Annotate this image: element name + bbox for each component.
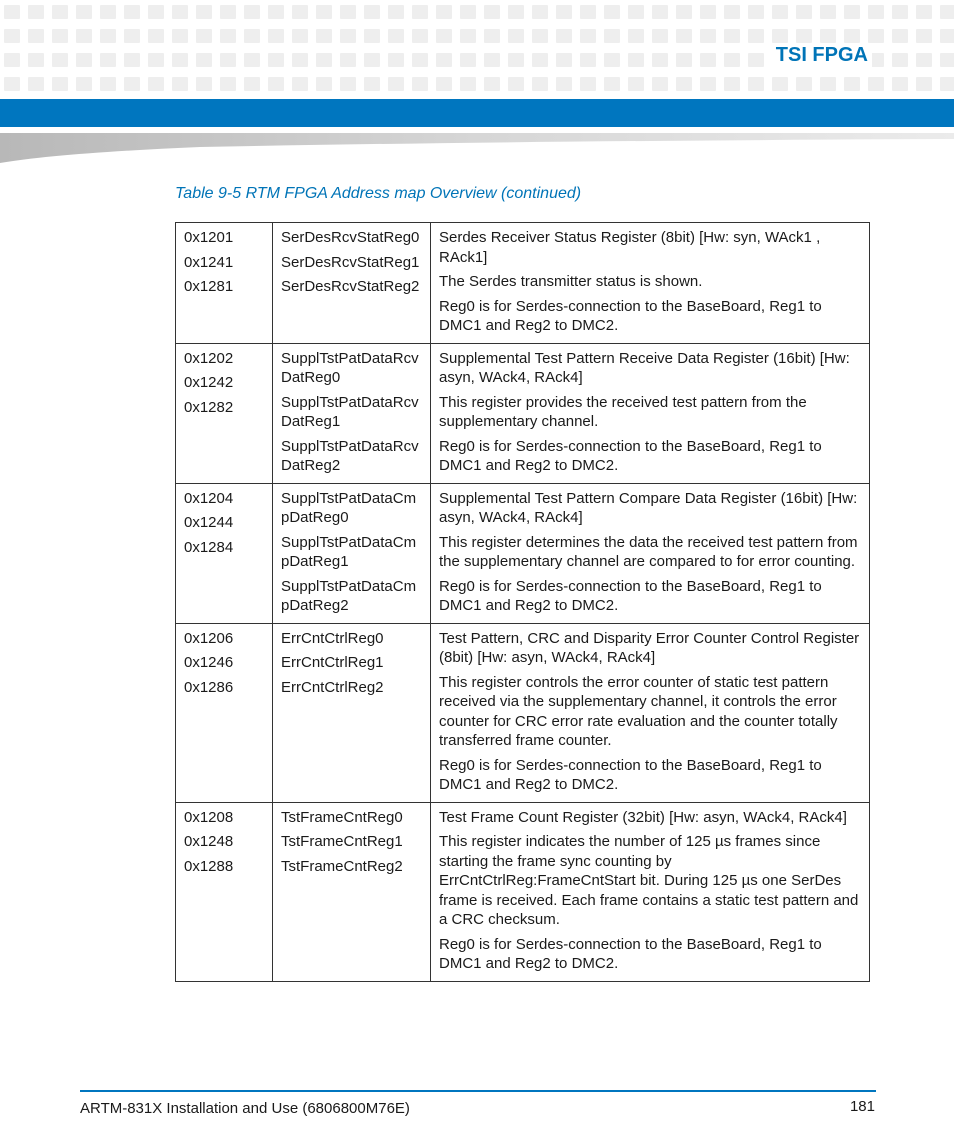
pattern-square — [604, 29, 620, 43]
pattern-square — [676, 77, 692, 91]
pattern-square — [364, 29, 380, 43]
table-row — [176, 623, 870, 802]
pattern-square — [940, 77, 954, 91]
description-paragraph: Supplemental Test Pattern Compare Data Register (16bit) [Hw: asyn, WAck4, RAck4] — [439, 489, 858, 526]
pattern-square — [436, 5, 452, 19]
pattern-square — [148, 5, 164, 19]
pattern-square — [748, 5, 764, 19]
pattern-square — [940, 53, 954, 67]
pattern-square — [820, 29, 836, 43]
description-paragraph: This register indicates the number of 125 µs frames since starting the frame sync counting by ErrCntCtrlReg:FrameCntStart bit. During 125 µs one SerDes frame is received. Each frame contains a static test pattern and a CRC checksum. — [439, 833, 859, 928]
pattern-square — [316, 5, 332, 19]
pattern-square — [796, 29, 812, 43]
register-name: ErrCntCtrlReg1 — [281, 654, 384, 671]
description-paragraph: This register determines the data the received test pattern from the supplementary channel are compared to for error counting. — [439, 533, 858, 570]
pattern-square — [316, 53, 332, 67]
pattern-square — [508, 77, 524, 91]
pattern-square — [484, 77, 500, 91]
pattern-square — [268, 77, 284, 91]
pattern-square — [340, 29, 356, 43]
pattern-square — [148, 77, 164, 91]
pattern-square — [220, 29, 236, 43]
register-name: TstFrameCntReg0 — [281, 808, 403, 826]
address-cell — [176, 802, 273, 981]
address-value: 0x1246 — [184, 654, 234, 671]
register-name: ErrCntCtrlReg0 — [281, 629, 384, 647]
address-cell — [176, 483, 273, 623]
table-row — [176, 802, 870, 981]
table-row — [176, 343, 870, 483]
description-paragraph: Serdes Receiver Status Register (8bit) [Hw: syn, WAck1 , RAck1] — [439, 229, 821, 266]
pattern-square — [676, 53, 692, 67]
pattern-square — [604, 53, 620, 67]
description-paragraph: Reg0 is for Serdes-connection to the BaseBoard, Reg1 to DMC1 and Reg2 to DMC2. — [439, 437, 822, 474]
pattern-square — [124, 53, 140, 67]
pattern-square — [388, 29, 404, 43]
pattern-square — [196, 5, 212, 19]
pattern-square — [292, 5, 308, 19]
pattern-square — [4, 77, 20, 91]
description-paragraph: Test Frame Count Register (32bit) [Hw: asyn, WAck4, RAck4] — [439, 808, 847, 826]
pattern-square — [220, 5, 236, 19]
description-cell — [431, 802, 870, 981]
address-value: 0x1244 — [184, 514, 234, 531]
description-cell — [431, 343, 870, 483]
pattern-square — [340, 53, 356, 67]
pattern-square — [532, 77, 548, 91]
register-name-cell — [273, 483, 431, 623]
pattern-square — [628, 53, 644, 67]
pattern-square — [436, 53, 452, 67]
pattern-square — [52, 5, 68, 19]
pattern-square — [172, 29, 188, 43]
pattern-square — [100, 5, 116, 19]
pattern-square — [460, 29, 476, 43]
pattern-square — [652, 29, 668, 43]
pattern-square — [628, 77, 644, 91]
pattern-square — [892, 29, 908, 43]
register-name: SerDesRcvStatReg2 — [281, 278, 420, 295]
register-name: SupplTstPatDataRcv DatReg1 — [281, 393, 419, 430]
description-paragraph: Reg0 is for Serdes-connection to the BaseBoard, Reg1 to DMC1 and Reg2 to DMC2. — [439, 935, 822, 972]
pattern-square — [724, 53, 740, 67]
pattern-square — [196, 77, 212, 91]
pattern-square — [292, 77, 308, 91]
register-name: SerDesRcvStatReg0 — [281, 229, 420, 246]
address-cell — [176, 623, 273, 802]
pattern-square — [244, 53, 260, 67]
pattern-square — [52, 77, 68, 91]
pattern-square — [364, 53, 380, 67]
chapter-title: TSI FPGA — [772, 44, 872, 67]
pattern-square — [508, 53, 524, 67]
pattern-square — [748, 53, 764, 67]
description-paragraph: Reg0 is for Serdes-connection to the BaseBoard, Reg1 to DMC1 and Reg2 to DMC2. — [439, 756, 822, 793]
address-value: 0x1281 — [184, 278, 234, 295]
pattern-square — [316, 29, 332, 43]
pattern-square — [676, 29, 692, 43]
pattern-square — [100, 53, 116, 67]
pattern-square — [172, 77, 188, 91]
pattern-square — [508, 5, 524, 19]
register-name-cell — [273, 343, 431, 483]
table-caption: Table 9-5 RTM FPGA Address map Overview (continued) — [175, 185, 582, 202]
address-value: 0x1282 — [184, 398, 234, 416]
pattern-square — [172, 5, 188, 19]
pattern-square — [772, 77, 788, 91]
header-blue-bar — [0, 99, 954, 127]
pattern-square — [772, 29, 788, 43]
pattern-square — [940, 5, 954, 19]
pattern-square — [868, 29, 884, 43]
description-paragraph: This register provides the received test pattern from the supplementary channel. — [439, 393, 807, 430]
address-cell — [176, 223, 273, 344]
pattern-square — [268, 53, 284, 67]
pattern-square — [460, 5, 476, 19]
pattern-square — [724, 5, 740, 19]
pattern-square — [292, 53, 308, 67]
pattern-square — [388, 77, 404, 91]
pattern-square — [580, 53, 596, 67]
pattern-square — [412, 5, 428, 19]
description-paragraph: Reg0 is for Serdes-connection to the BaseBoard, Reg1 to DMC1 and Reg2 to DMC2. — [439, 297, 822, 334]
pattern-square — [676, 5, 692, 19]
pattern-square — [340, 77, 356, 91]
register-name: TstFrameCntReg1 — [281, 833, 403, 850]
footer-document-title: ARTM-831X Installation and Use (6806800M76E) — [80, 1100, 410, 1117]
pattern-square — [700, 53, 716, 67]
pattern-square — [244, 29, 260, 43]
pattern-square — [892, 53, 908, 67]
pattern-square — [388, 53, 404, 67]
table-row — [176, 483, 870, 623]
register-name: SupplTstPatDataCm pDatReg0 — [281, 489, 417, 526]
pattern-square — [892, 77, 908, 91]
pattern-square — [172, 53, 188, 67]
footer-page-number: 181 — [849, 1098, 875, 1115]
pattern-square — [412, 77, 428, 91]
pattern-square — [244, 77, 260, 91]
pattern-square — [628, 29, 644, 43]
pattern-square — [76, 5, 92, 19]
address-map-table — [175, 222, 870, 982]
pattern-square — [28, 29, 44, 43]
register-name-cell — [273, 802, 431, 981]
pattern-square — [556, 5, 572, 19]
pattern-square — [316, 77, 332, 91]
pattern-square — [388, 5, 404, 19]
pattern-square — [100, 29, 116, 43]
address-value: 0x1242 — [184, 374, 234, 391]
pattern-square — [412, 29, 428, 43]
pattern-square — [604, 5, 620, 19]
pattern-square — [748, 77, 764, 91]
pattern-square — [916, 53, 932, 67]
pattern-square — [76, 29, 92, 43]
pattern-square — [796, 77, 812, 91]
pattern-square — [364, 77, 380, 91]
pattern-square — [100, 77, 116, 91]
address-cell — [176, 343, 273, 483]
pattern-square — [196, 53, 212, 67]
register-name: SerDesRcvStatReg1 — [281, 253, 420, 271]
pattern-square — [292, 29, 308, 43]
pattern-square — [844, 77, 860, 91]
register-name-cell — [273, 623, 431, 802]
pattern-square — [844, 29, 860, 43]
pattern-square — [4, 29, 20, 43]
register-name-cell — [273, 223, 431, 344]
pattern-square — [652, 5, 668, 19]
pattern-square — [892, 5, 908, 19]
pattern-square — [268, 29, 284, 43]
description-paragraph: Supplemental Test Pattern Receive Data Register (16bit) [Hw: asyn, WAck4, RAck4] — [439, 349, 850, 386]
pattern-square — [556, 77, 572, 91]
address-value: 0x1248 — [184, 833, 234, 850]
pattern-square — [460, 53, 476, 67]
register-name: TstFrameCntReg2 — [281, 857, 403, 875]
pattern-square — [844, 5, 860, 19]
address-value: 0x1284 — [184, 538, 234, 556]
pattern-square — [724, 77, 740, 91]
pattern-square — [220, 77, 236, 91]
pattern-square — [148, 29, 164, 43]
pattern-square — [556, 53, 572, 67]
pattern-square — [700, 29, 716, 43]
address-value: 0x1206 — [184, 629, 234, 647]
pattern-square — [628, 5, 644, 19]
pattern-square — [580, 77, 596, 91]
pattern-square — [700, 5, 716, 19]
pattern-square — [484, 29, 500, 43]
pattern-square — [52, 53, 68, 67]
pattern-square — [820, 77, 836, 91]
pattern-square — [76, 77, 92, 91]
register-name: SupplTstPatDataRcv DatReg2 — [281, 437, 419, 474]
address-value: 0x1288 — [184, 857, 234, 875]
pattern-square — [748, 29, 764, 43]
description-cell — [431, 223, 870, 344]
pattern-square — [196, 29, 212, 43]
footer-rule — [80, 1090, 876, 1092]
pattern-square — [4, 53, 20, 67]
pattern-square — [820, 5, 836, 19]
pattern-square — [28, 53, 44, 67]
pattern-square — [220, 53, 236, 67]
header-gray-swoosh — [0, 133, 954, 163]
pattern-square — [604, 77, 620, 91]
description-paragraph: The Serdes transmitter status is shown. — [439, 273, 703, 290]
pattern-square — [796, 5, 812, 19]
pattern-square — [340, 5, 356, 19]
pattern-square — [532, 5, 548, 19]
pattern-square — [28, 5, 44, 19]
pattern-square — [436, 29, 452, 43]
address-value: 0x1208 — [184, 808, 234, 826]
pattern-square — [532, 53, 548, 67]
pattern-square — [940, 29, 954, 43]
pattern-square — [556, 29, 572, 43]
pattern-square — [28, 77, 44, 91]
address-value: 0x1201 — [184, 229, 234, 246]
pattern-square — [124, 29, 140, 43]
pattern-square — [268, 5, 284, 19]
register-name: ErrCntCtrlReg2 — [281, 678, 384, 696]
pattern-square — [532, 29, 548, 43]
pattern-square — [148, 53, 164, 67]
pattern-square — [76, 53, 92, 67]
address-value: 0x1204 — [184, 489, 234, 507]
pattern-square — [652, 77, 668, 91]
pattern-square — [580, 29, 596, 43]
pattern-square — [724, 29, 740, 43]
register-name: SupplTstPatDataCm pDatReg2 — [281, 577, 417, 614]
table-row — [176, 223, 870, 344]
pattern-square — [124, 5, 140, 19]
register-name: SupplTstPatDataRcv DatReg0 — [281, 349, 419, 386]
pattern-square — [124, 77, 140, 91]
pattern-square — [868, 77, 884, 91]
pattern-square — [868, 5, 884, 19]
address-value: 0x1241 — [184, 253, 234, 271]
pattern-square — [484, 5, 500, 19]
pattern-square — [916, 29, 932, 43]
pattern-square — [700, 77, 716, 91]
pattern-square — [580, 5, 596, 19]
description-cell — [431, 623, 870, 802]
register-name: SupplTstPatDataCm pDatReg1 — [281, 533, 417, 570]
pattern-square — [364, 5, 380, 19]
description-cell — [431, 483, 870, 623]
address-value: 0x1286 — [184, 678, 234, 696]
pattern-square — [412, 53, 428, 67]
pattern-square — [436, 77, 452, 91]
pattern-square — [652, 53, 668, 67]
pattern-square — [916, 77, 932, 91]
pattern-square — [52, 29, 68, 43]
description-paragraph: Test Pattern, CRC and Disparity Error Counter Control Register (8bit) [Hw: asyn, WAck4, RAck4] — [439, 629, 860, 666]
pattern-square — [4, 5, 20, 19]
description-paragraph: Reg0 is for Serdes-connection to the BaseBoard, Reg1 to DMC1 and Reg2 to DMC2. — [439, 577, 822, 614]
pattern-square — [916, 5, 932, 19]
pattern-square — [460, 77, 476, 91]
pattern-square — [772, 5, 788, 19]
pattern-square — [508, 29, 524, 43]
address-value: 0x1202 — [184, 349, 234, 367]
pattern-square — [484, 53, 500, 67]
pattern-square — [244, 5, 260, 19]
description-paragraph: This register controls the error counter of static test pattern received via the supplementary channel, it controls the error counter for CRC error rate evaluation and the counter totally transferred frame counter. — [439, 673, 838, 749]
